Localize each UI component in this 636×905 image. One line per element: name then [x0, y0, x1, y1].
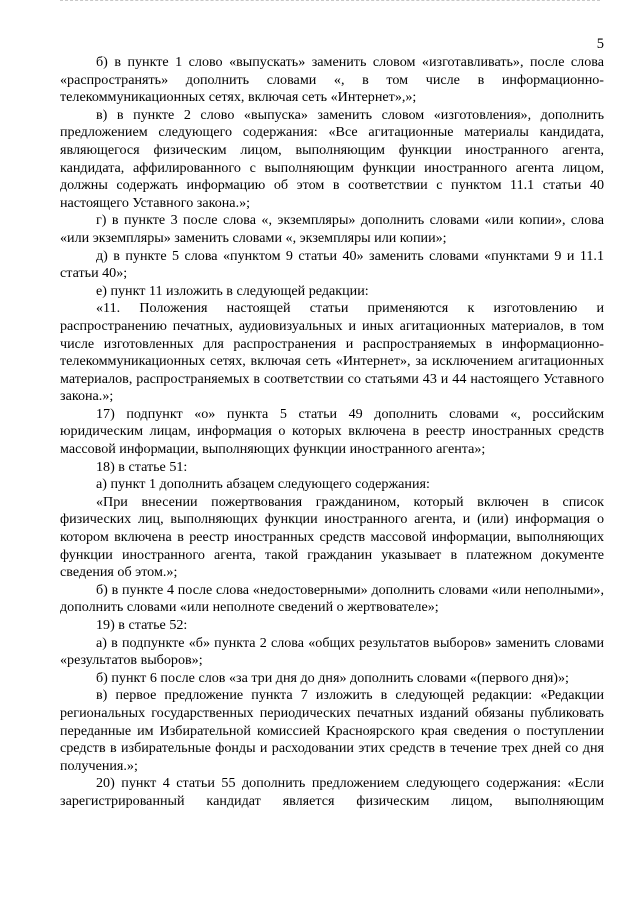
paragraph-e-item11: е) пункт 11 изложить в следующей редакции:: [96, 282, 369, 299]
paragraph-b-item1: б) в пункте 1 слово «выпускать» заменить словом «изготавливать», после слова «распространять» дополнить словами «, в том числе в информационно-телекоммуникационных сетях, включая сеть «Интернет»,»;: [60, 54, 604, 106]
paragraph-19-a: а) в подпункте «б» пункта 2 слова «общих результатов выборов» заменить словами «результатов выборов»;: [60, 634, 604, 669]
paragraph-19-b: б) пункт 6 после слов «за три дня до дня» дополнить словами «(первого дня)»;: [96, 669, 569, 686]
page-number: 5: [596, 36, 604, 52]
paragraph-18-a-text: «При внесении пожертвования гражданином, который включен в список физических лиц, выполняющих функции иностранного агента, и (или) информация о котором включена в реестр иностранных средств массовой информации, выполняющих функции иностранного агента, такой гражданин указывает в платежном документе сведения об этом.»;: [60, 493, 604, 581]
paragraph-18: 18) в статье 51:: [96, 458, 188, 475]
paragraph-g-item3: г) в пункте 3 после слова «, экземпляры» дополнить словами «или копии», слова «или экземпляры» заменить словами «, экземпляры или копии»;: [60, 212, 604, 246]
paragraph-19: 19) в статье 52:: [96, 617, 188, 633]
paragraph-20: 20) пункт 4 статьи 55 дополнить предложением следующего содержания: «Если зарегистрированный кандидат является физическим лицом, выполняющим: [60, 775, 604, 809]
paragraph-19-v: в) первое предложение пункта 7 изложить в следующей редакции: «Редакции региональных государственных периодических печатных изданий обязаны публиковать переданные им Избирательной комиссией Красноярского края сведения о поступлении средств в избирательные фонды и расходовании этих средств в течение трех дней со дня получения.»;: [60, 687, 604, 774]
document-body: [60, 54, 604, 811]
paragraph-17: 17) подпункт «о» пункта 5 статьи 49 дополнить словами «, российским юридическим лицам, информация о которых включена в реестр иностранных средств массовой информации, выполняющих функции иностранного агента»;: [60, 405, 604, 458]
paragraph-d-item5: д) в пункте 5 слова «пунктом 9 статьи 40» заменить словами «пунктами 9 и 11.1 статьи 40»;: [60, 247, 604, 282]
paragraph-v-item2: в) в пункте 2 слово «выпуска» заменить словом «изготовления», дополнить предложением следующего содержания: «Все агитационные материалы кандидата, являющегося физическим лицом, выполняющим функции иностранного агента, кандидата, аффилированного с выполняющим функции иностранного агента лицом, должны содержать информацию об этом в соответствии с пунктом 11.1 статьи 40 настоящего Уставного закона.»;: [60, 106, 604, 211]
scan-top-edge: [60, 0, 600, 4]
paragraph-18-b: б) в пункте 4 после слова «недостоверными» дополнить словами «или неполными», дополнить словами «или неполноте сведений о жертвователе»;: [60, 581, 604, 616]
paragraph-18-a: а) пункт 1 дополнить абзацем следующего содержания:: [96, 476, 430, 493]
paragraph-item11-text: «11. Положения настоящей статьи применяются к изготовлению и распространению печатных, аудиовизуальных и иных агитационных материалов, в том числе изготовленных для распространения и распространяемых в информационно-телекоммуникационных сетях, включая сеть «Интернет», за исключением агитационных материалов, распространяемых в соответствии со статьями 43 и 44 настоящего Уставного закона.»;: [60, 300, 604, 405]
